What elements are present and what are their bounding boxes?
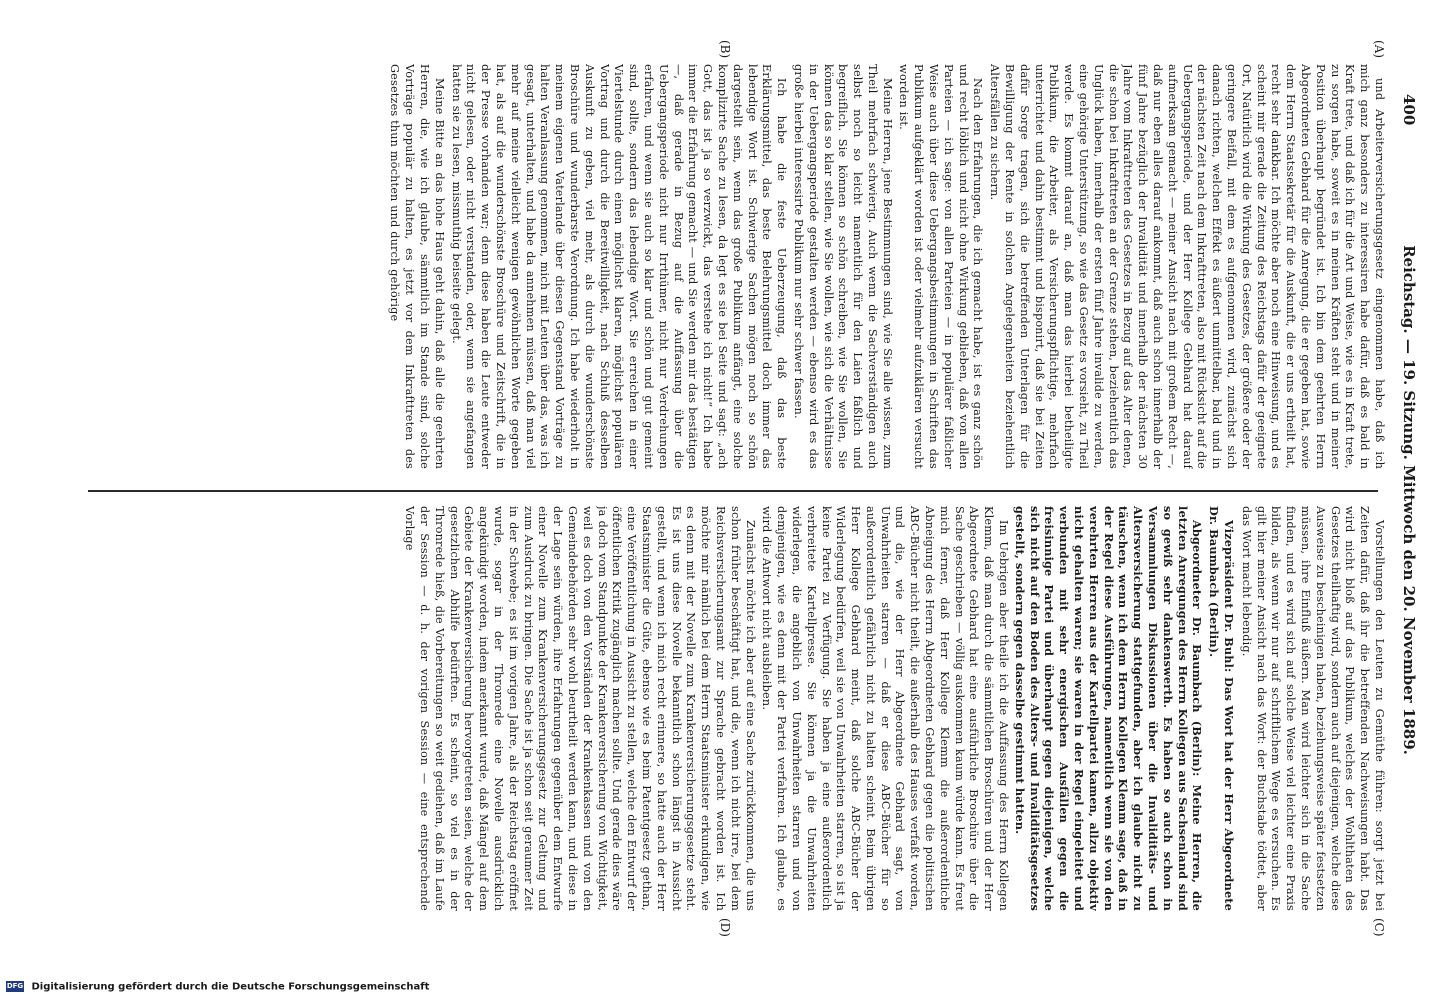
paragraph: und Arbeiterversicherungsgesetz eingenommen habe, daß ich mich ganz besonders zu interessiren habe dafür, daß es bald in Kraft trete, und daß ich für die Art und Weise, wie es in Kraft trete, zu sorgen habe, soweit es in meinen Kräften steht und in meiner Position überhaupt begründet ist. Ich bin dem geehrten Herrn Abgeordneten Gebhard für die Anregung, die er gegeben hat, sowie dem Herrn Staatssekretär für die Auskunft, die er uns ertheilt hat, recht sehr dankbar. Ich möchte aber noch eine Hinweisung, und es scheint mir gerade die Zeitung des Reichstags dafür der geeignete Ort, Natürlich wird die Wirkung des Gesetzes, der größere oder der geringere Beifall, mit dem es aufgenommen wird, zunächst sich danach richten, welchen Effekt es äußert unmittelbar, bald und in der nächsten Zeit nach dem Inkrafttreten, also mit Rücksicht auf die Uebergangsperiode, und der Herr Kollege Gebhard hat darauf aufmerksam gemacht — meiner Ansicht nach mit großem Recht —, daß nur eben alles darauf ankommt, daß auch schon innerhalb der fünf Jahre bezüglich der Invalidität und innerhalb der nächsten 30 Jahre vom Inkrafttreten des Gesetzes in Bezug auf das Alter denen, die schon bei Inkrafttreten an der Grenze stehen, beziehentlich das Unglück haben, innerhalb der ersten fünf Jahre invalide zu werden, eine gehörige Unterstützung, so wie das Gesetz es vorsieht, zu Theil werde. Es kommt darauf an, daß man das hierbei betheiligte Publikum, die Arbeiter, als Versicherungspflichtige, mehrfach unterrichtet und dahin bestimmt und bisponirt, daß sie bei Zeiten dafür Sorge tragen, sich die betreffenden Unterlagen für die Bewilligung der Rente in solchen Angelegenheiten beziehentlich Altersfällen zu sichern.	[988, 64, 1386, 469]
running-title: Reichstag. — 19. Sitzung. Mittwoch den 20. November 1889.	[1400, 245, 1418, 755]
margin-mark-a: (A)	[1372, 40, 1386, 59]
paragraph: Nach den Erfahrungen, die ich gemacht habe, ist es ganz schön und recht löblich und nicht ohne Wirkung geblieben, daß von allen Parteien — ich sage: von allen Parteien — in populärer faßlicher Weise auch über diese Uebergangsbestimmungen in Schriften das Publikum aufgeklärt worden ist oder vielmehr aufzuklären versucht worden ist.	[897, 64, 985, 469]
page-header	[1396, 64, 1418, 936]
left-text-column	[46, 64, 1386, 469]
paragraph: Ich habe die feste Ueberzeugung, daß das beste Erklärungsmittel, das beste Belehrungsmittel doch immer das lebendige Wort ist. Schwierige Sachen mögen noch so schön dargestellt sein, wenn das große Publikum anfängt, eine solche komplizirte Sache zu lesen, da legt es sie bei Seite und sagt: „ach Gott, das ist ja so verzwickt, das verstehe ich nicht!“ Ich habe immer die Erfahrung gemacht — und Sie werden mir das bestätigen —, daß gerade in Bezug auf die Auffassung über die Uebergangsperiode nicht nur Irrthümer, nicht nur Verdrehungen erfahren, und wenn sie auch so klar und schön und gut gemeint sind, sollte, sondern das lebendige Wort. Sie erreichen in einer Viertelstunde durch einen möglichst klaren, möglichst populären Vortrag und durch die Bereitwilligkeit, nach Schluß desselben Auskunft zu geben, viel mehr, als durch die wunderschönste Broschüre und wunderbarste Verordnung. Ich habe wiederholt in meinem eigenen Vaterlande über diesen Gegenstand Vorträge zu halten Veranlassung genommen, mich mit Leuten über das, was ich gesagt, unterhalten, und habe da annehmen müssen, daß man viel mehr auf meine vielleicht wenigen gewöhnlichen Worte gegeben hat, als auf die wunderschönste Broschüre und Zeitschrift, die in der Presse vorhanden war; denn diese haben die Leute entweder nicht gelesen, oder nicht verstanden, oder, wenn sie angefangen hatten sie zu lesen, missmuthig beiseite gelegt.	[449, 64, 789, 469]
margin-mark-c: (C)	[1372, 918, 1386, 937]
paragraph: Meine Herren, jene Bestimmungen sind, wie Sie alle wissen, zum Theil mehrfach schwierig. Auch wenn die Sachverständigen auch selbst noch so leicht namentlich für den Laien faßlich und begreiflich. Sie können so schön schreiben, wie Sie wollen, Sie können das so klar stellen, wie Sie wollen, wie sich die Verhältnisse in der Uebergangsperiode gestalten werden — ebenso wird es das große hierbei interessirte Publikum nur sehr schwer fassen.	[791, 64, 894, 469]
paragraph: Meine Bitte an das hohe Haus geht dahin, daß alle die geehrten Herren, die, wie ich glaube, sämmtlich im Stande sind, solche Vorträge populär zu halten, es jetzt vor dem Inkrafttreten des Gesetzes thun möchten und durch gehörige	[388, 64, 446, 469]
paragraph: Im Uebrigen aber theile ich die Auffassung des Herrn Kollegen Klemm, daß man durch die sämmtlichen Broschüren und der Herr Abgeordnete Gebhard hat eine ausführliche Broschüre über die Sache geschrieben — völlig auskommen kaum würde kann. Es freut mich ferner, daß Herr Kollege Klemm die außerordentliche Abneigung des Herrn Abgeordneten Gebhard gegen die politischen ABC-Bücher nicht theilt, die außerhalb des Hauses verfaßt worden, und die, wie der Herr Abgeordnete Gebhard sagt, von Unwahrheiten starren — daß er diese ABC-Bücher für so außerordentlich gefährlich nicht zu halten scheint. Beim übrigen Herr Kollege Gebhard meint, daß solche ABC-Bücher der Widerlegung bedürfen, weil sie von Unwahrheiten starren, so ist ja keine Partei zu Verfügung. Sie haben ja eine außerordentlich verbreitete Kartellpresse. Sie können ja die Unwahrheiten widerlegen, die angeblich von Unwahrheiten starren und von demjenigen, wie es denn mit der Partei verfahren. Ich glaube, es wird die Antwort nicht ausbleiben.	[760, 506, 1011, 911]
paragraph: Vorstellungen den Leuten zu Gemüthe führen: sorgt jetzt bei Zeiten dafür, daß ihr die betreffenden Nachweisungen habt. Das wird nicht bloß auf das Publikum, welches der Wohlthaten des Gesetzes theilhaftig wird, sondern auch auf diejenigen, welche diese Ausweise zu bescheinigen haben, beziehungsweise später festsetzen müssen, ihre Einfluß äußern. Man wird leichter sich in die Sache finden, und es wird sich auf solche Weise viel leichter eine Praxis bilden, als wenn wir nur auf schriftlichem Wege es versuchen. Es gilt hier meiner Ansicht nach das Wort: der Buchstabe tödtet, aber das Wort macht lebendig.	[1239, 506, 1386, 911]
speaker-paragraph: Abgeordneter Dr. Baumbach (Berlin): Meine Herren, die letzten Anregungen des Herrn Kollegen aus Sachsenland sind so gewiß sehr dankenswerth. Es haben so auch schon in Versammlungen Diskussionen über die Invaliditäts- und Altersversicherung stattgefunden, aber ich glaube nicht zu täuschen, wenn ich dem Herrn Kollegen Klemm sage, daß in der Regel diese Ausführungen, namentlich wenn sie von den verehrten Herren aus der Kartellpartei kamen, allzu objektiv nicht gehalten waren; sie waren in der Regel eingeleitet und verbunden mit sehr energischen Ausfällen gegen die freisinnige Partei und überhaupt gegen diejenigen, welche sich nicht auf den Boden des Alters- und Invaliditätsgesetzes gestellt, sondern gegen dasselbe gestimmt hatten.	[1012, 506, 1205, 911]
page-number: 400	[1400, 94, 1418, 126]
margin-mark-b: (B)	[718, 40, 732, 59]
digitization-footer	[6, 981, 429, 993]
dfg-logo: DFG	[6, 981, 24, 990]
column-divider	[88, 490, 1378, 492]
right-text-column	[46, 506, 1386, 911]
margin-mark-d: (D)	[718, 918, 732, 937]
footer-text: Digitalisierung gefördert durch die Deutsche Forschungsgemeinschaft	[31, 981, 430, 992]
paragraph: Zunächst möchte ich aber auf eine Sache zurückkommen, die uns schon früher beschäftigt hat, und die, wenn ich nicht irre, bei dem Reichsversicherungsamt zur Sprache gebracht worden ist. Ich möchte mir nämlich bei dem Herrn Staatsminister erkundigen, wie es denn mit der Novelle zum Krankenversicherungsgesetze steht. Es ist uns diese Novelle bekanntlich schon längst in Aussicht gestellt, und wenn ich mich recht erinnere, so hatte auch der Herr Staatsminister die Güte, ebenso wie es beim Patentgesetz gethan, eine Veröffentlichung in Aussicht zu stellen, welche den Entwurf der öffentlichen Kritik zugänglich machen sollte. Und gerade dies wäre ja doch vom Standpunkte der Krankenversicherung von Wichtigkeit, weil es doch von den Vorständen der Krankenkassen und von den Gemeindebehörden sehr wohl beurtheilt werden kann, und diese in der Lage sein würden, ihre Erfahrungen gegenüber dem Entwurfe einer Novelle zum Krankenversicherungsgesetz zur Geltung und zum Ausdruck zu bringen. Die Sache ist ja schon seit geraumer Zeit in der Schwebe; es ist im vorigen Jahre, als der Reichstag eröffnet wurde, sogar in der Thronrede eine Novelle ausdrücklich angekündigt worden, indem anerkannt wurde, daß Mängel auf dem Gebiete der Krankenversicherung hervorgetreten seien, welche der gesetzlichen Abhilfe bedürften. Es scheint, so viel es in der Thronrede hieß, die Vorbereitungen so weit gediehen, daß im Laufe der Session — d. h. der vorigen Session — eine entsprechende Vorlage	[403, 506, 757, 911]
speaker-paragraph: Vizepräsident Dr. Buhl: Das Wort hat der Herr Abgeordnete Dr. Baumbach (Berlin).	[1207, 506, 1237, 911]
